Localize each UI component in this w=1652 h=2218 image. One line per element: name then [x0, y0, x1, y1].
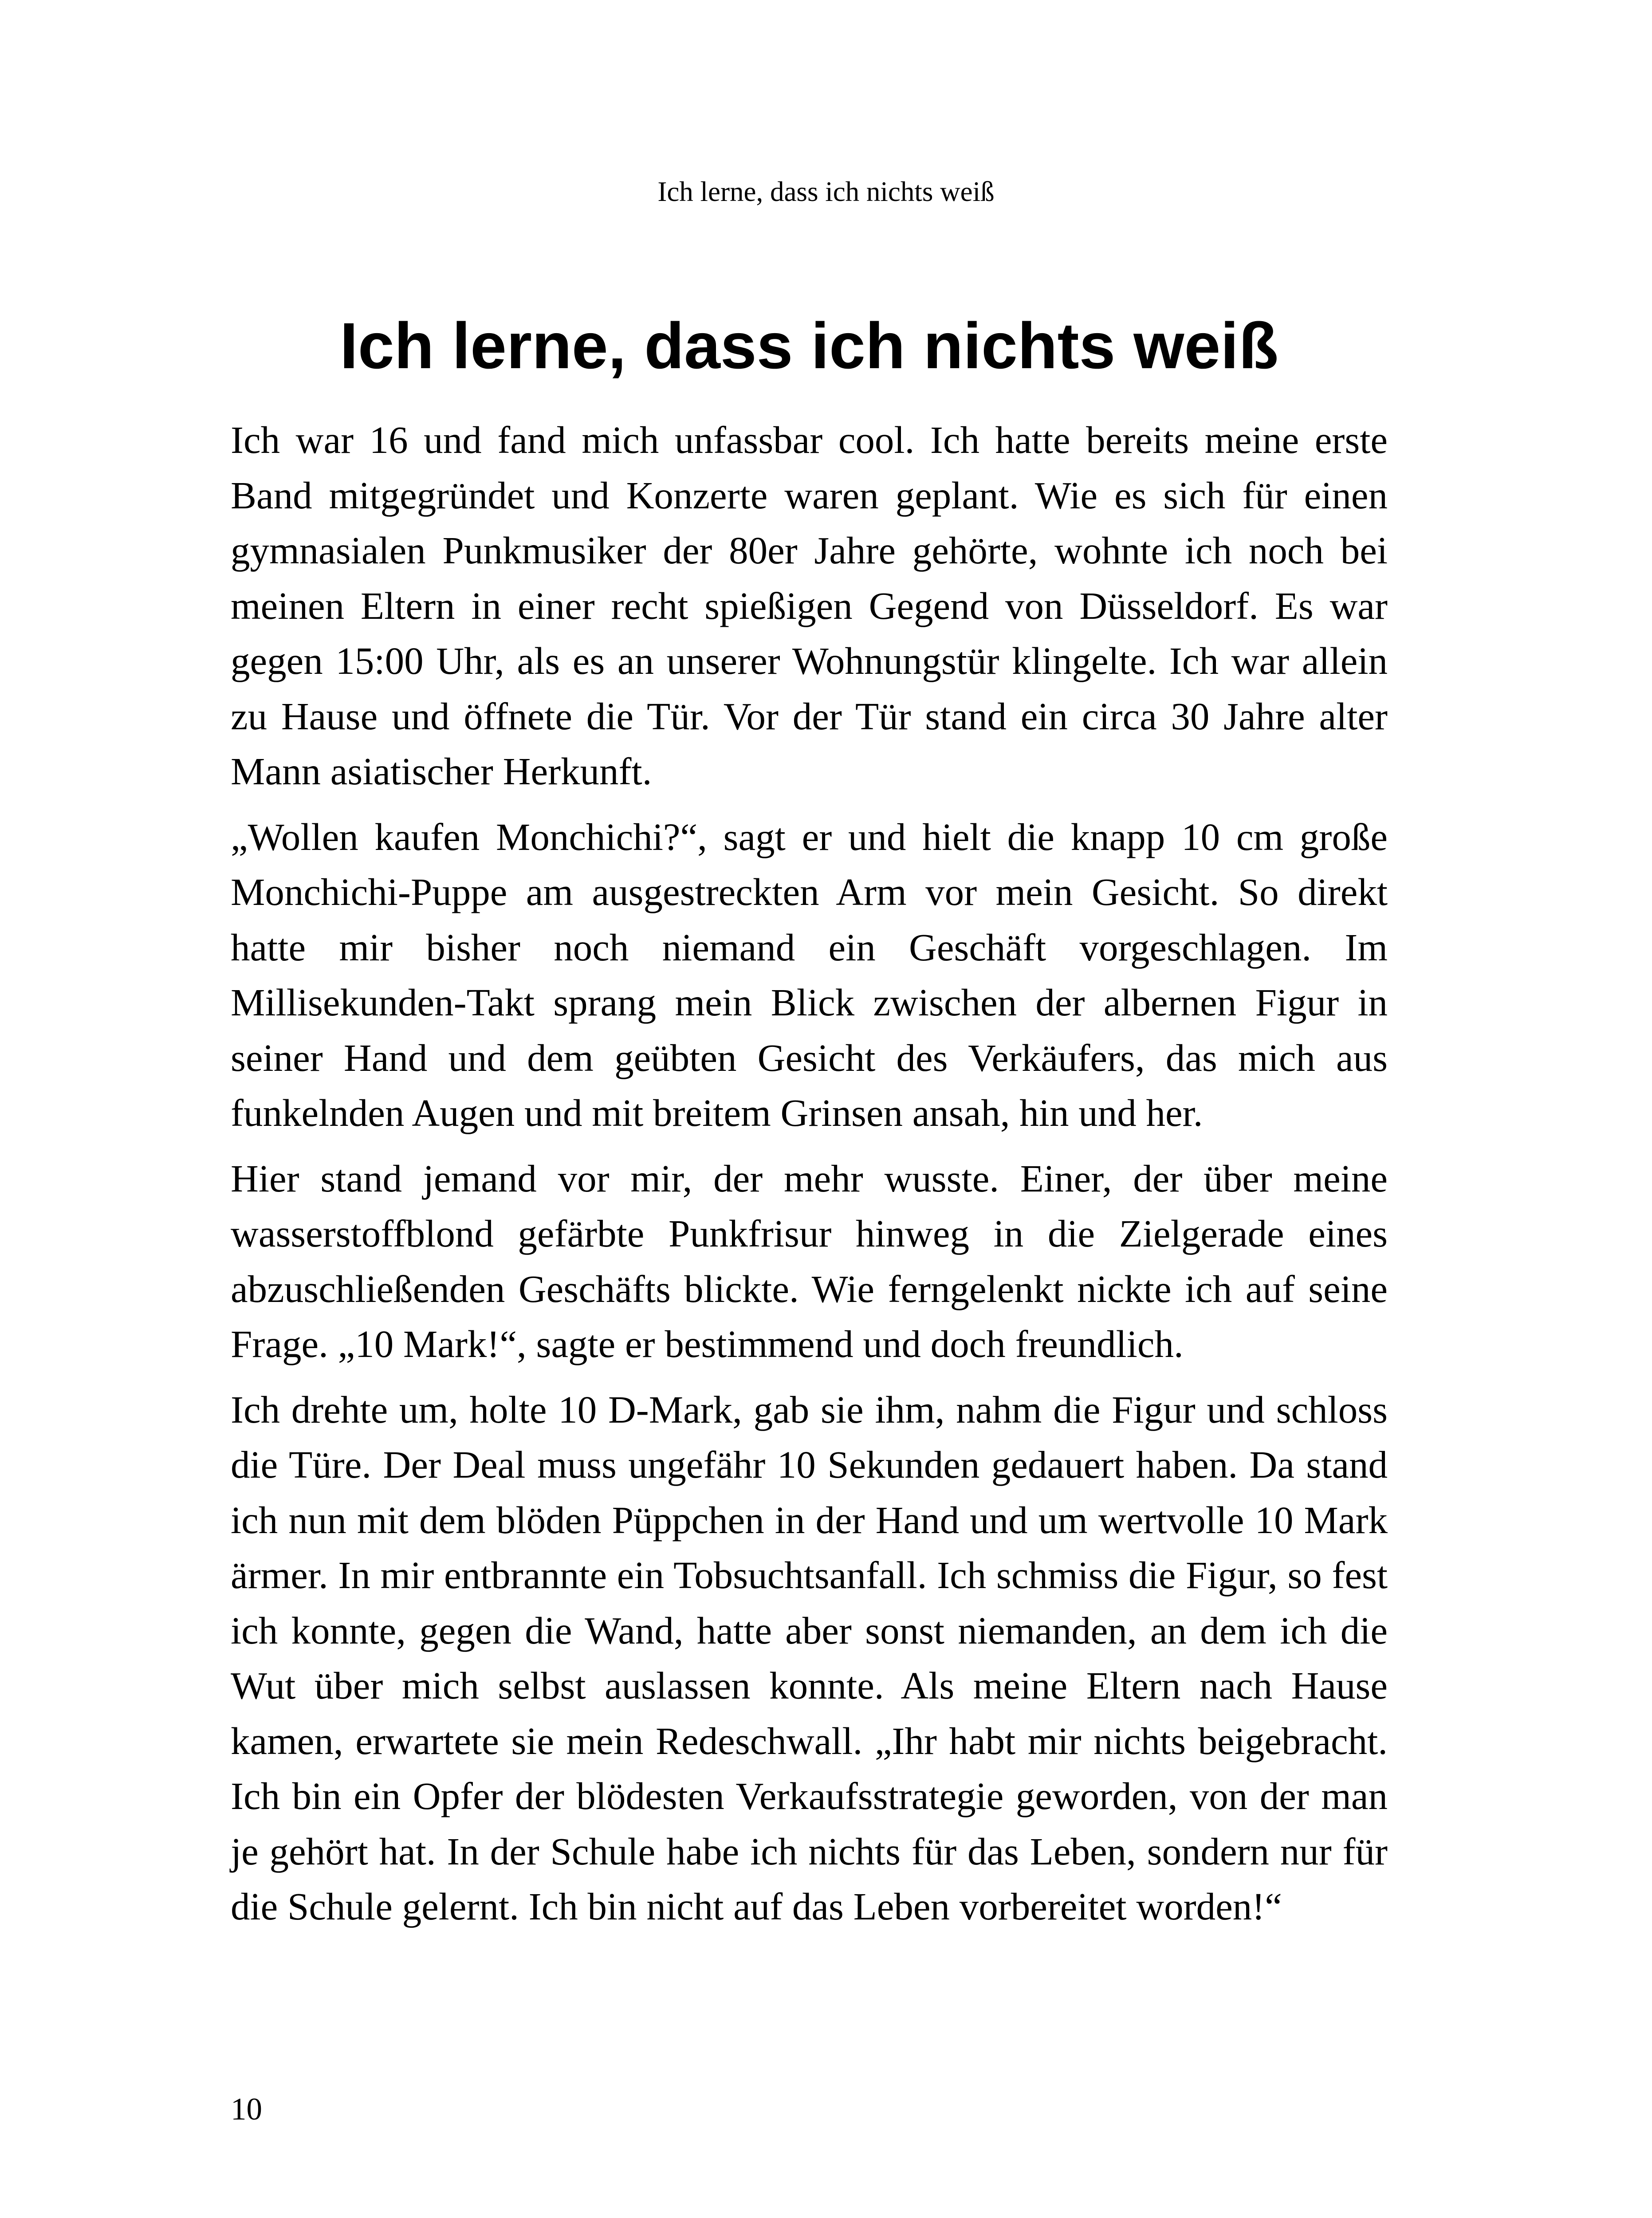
paragraph-3: Hier stand jemand vor mir, der mehr wusste. Einer, der über meine wasserstoffblond gefärbte Punkfrisur hinweg in die Zielgerade eines abzuschließenden Geschäfts blickte. Wie ferngelenkt nickte ich auf seine Frage. „10 Mark!“, sagte er bestimmend und doch freundlich.: [231, 1156, 1388, 1365]
paragraph-2: „Wollen kaufen Monchichi?“, sagt er und hielt die knapp 10 cm große Monchichi-Puppe am ausgestreckten Arm vor mein Gesicht. So direkt hatte mir bisher noch niemand ein Geschäft vorgeschlagen. Im Millisekunden-Takt sprang mein Blick zwischen der albernen Figur in seiner Hand und dem geübten Gesicht des Verkäufers, das mich aus funkelnden Augen und mit breitem Grinsen ansah, hin und her.: [231, 815, 1388, 1134]
paragraph-4: Ich drehte um, holte 10 D-Mark, gab sie ihm, nahm die Figur und schloss die Türe. Der Deal muss ungefähr 10 Sekunden gedauert haben. Da stand ich nun mit dem blöden Püppchen in der Hand und um wertvolle 10 Mark ärmer. In mir entbrannte ein Tobsuchtsanfall. Ich schmiss die Figur, so fest ich konnte, gegen die Wand, hatte aber sonst niemanden, an dem ich die Wut über mich selbst auslassen konnte. Als meine Eltern nach Hause kamen, erwartete sie mein Redeschwall. „Ihr habt mir nichts beigebracht. Ich bin ein Opfer der blödesten Verkaufsstrategie geworden, von der man je gehört hat. In der Schule habe ich nichts für das Leben, sondern nur für die Schule gelernt. Ich bin nicht auf das Leben vorbereitet worden!“: [231, 1388, 1388, 1928]
paragraph-1: Ich war 16 und fand mich unfassbar cool. Ich hatte bereits meine erste Band mitgegründet und Konzerte waren geplant. Wie es sich für einen gymnasialen Punkmusiker der 80er Jahre gehörte, wohnte ich noch bei meinen Eltern in einer recht spießigen Gegend von Düsseldorf. Es war gegen 15:00 Uhr, als es an unserer Wohnungstür klingelte. Ich war allein zu Hause und öffnete die Tür. Vor der Tür stand ein circa 30 Jahre alter Mann asiatischer Herkunft.: [231, 418, 1388, 793]
chapter-body: [231, 413, 1388, 1945]
page-number: 10: [231, 2092, 262, 2127]
running-header: Ich lerne, dass ich nichts weiß: [657, 176, 995, 207]
chapter-title: Ich lerne, dass ich nichts weiß: [340, 310, 1278, 382]
